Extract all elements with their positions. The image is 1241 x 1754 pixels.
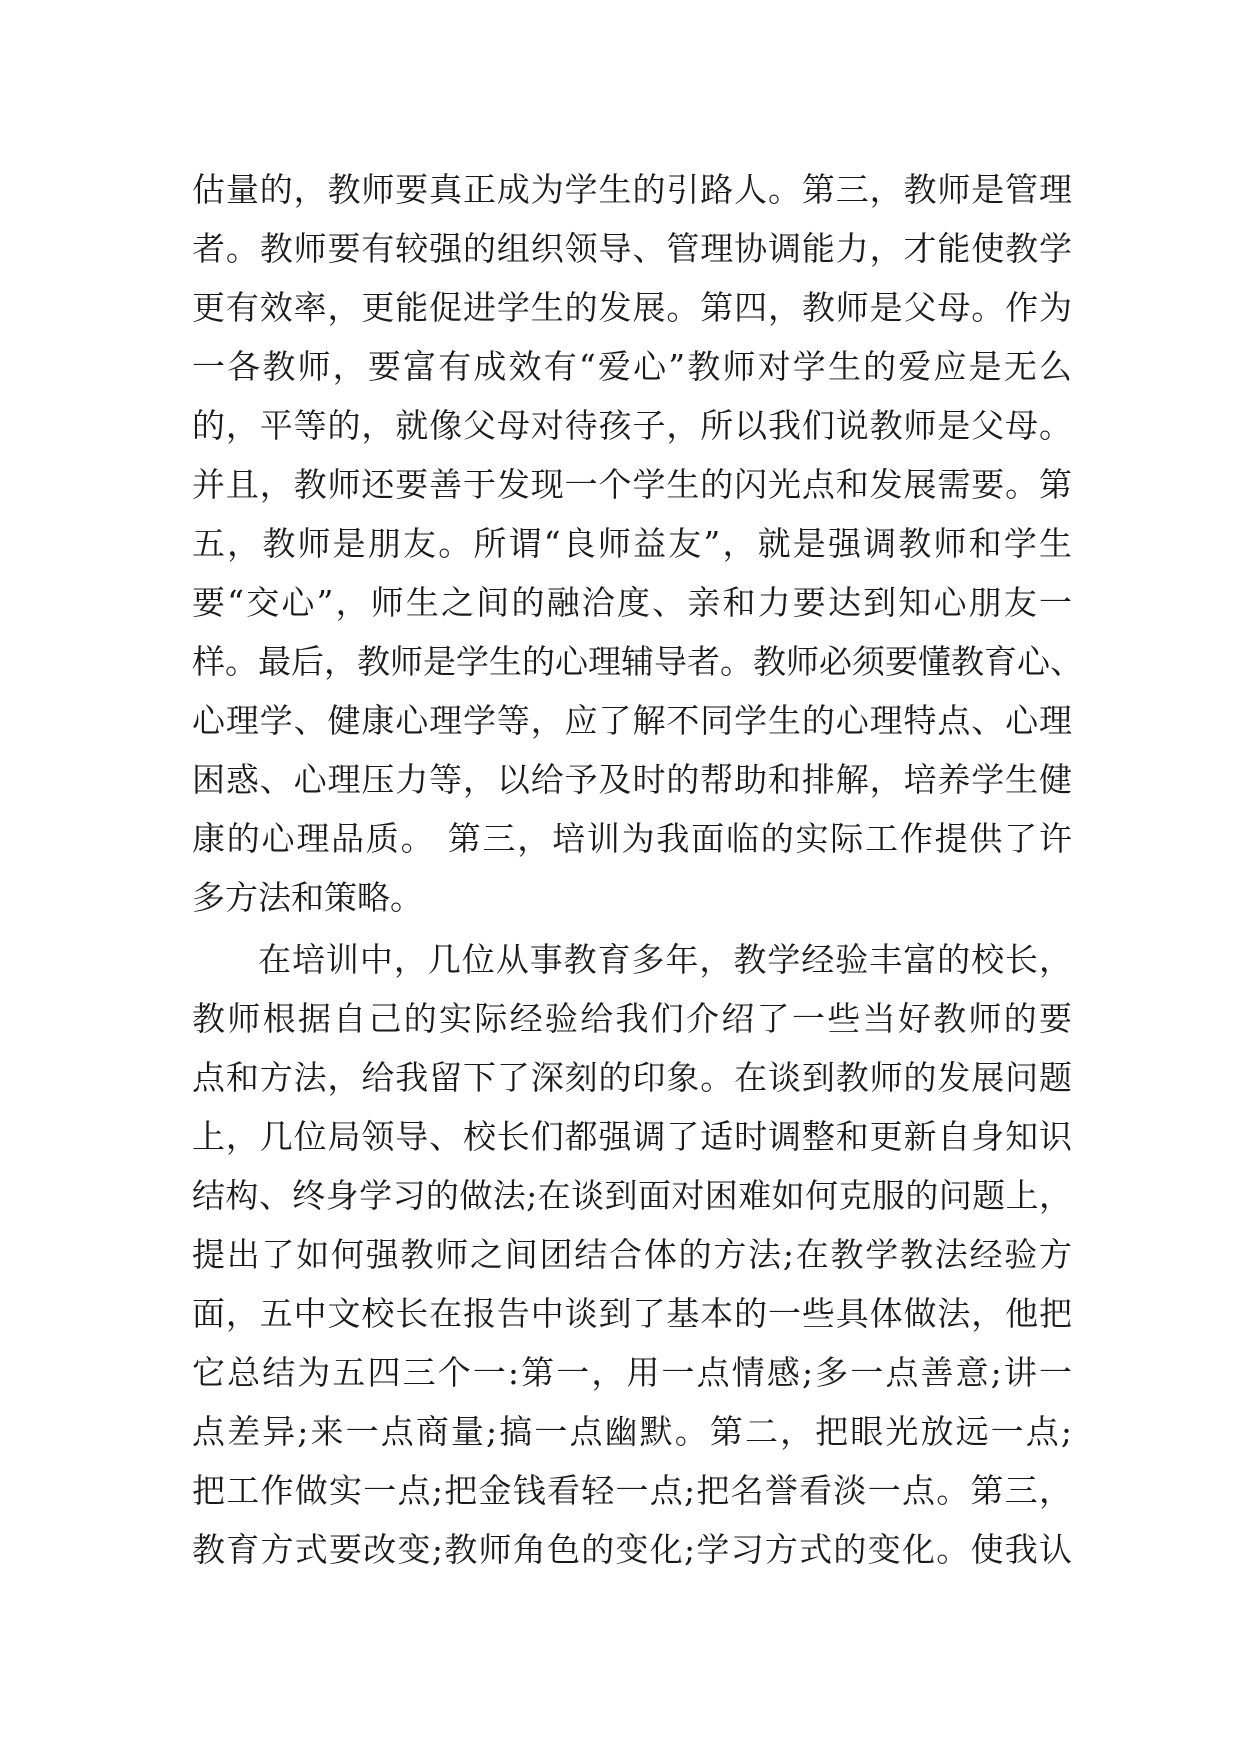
text-line: 要“交心”，师生之间的融洽度、亲和力要达到知心朋友一 bbox=[192, 583, 1072, 622]
text-line: 更有效率，更能促进学生的发展。第四，教师是父母。作为 bbox=[192, 288, 1072, 327]
text-line: 五，教师是朋友。所谓“良师益友”，就是强调教师和学生 bbox=[192, 524, 1072, 563]
text-line: 在培训中，几位从事教育多年，教学经验丰富的校长， bbox=[258, 940, 1072, 979]
text-line: 估量的，教师要真正成为学生的引路人。第三，教师是管理 bbox=[192, 170, 1072, 209]
text-line: 它总结为五四三个一:第一，用一点情感;多一点善意;讲一 bbox=[192, 1353, 1072, 1392]
text-line: 结构、终身学习的做法;在谈到面对困难如何克服的问题上， bbox=[192, 1176, 1072, 1215]
text-line: 一各教师，要富有成效有“爱心”教师对学生的爱应是无么 bbox=[192, 347, 1072, 386]
text-line: 教育方式要改变;教师角色的变化;学习方式的变化。使我认 bbox=[192, 1530, 1072, 1569]
text-line: 把工作做实一点;把金钱看轻一点;把名誉看淡一点。第三， bbox=[192, 1471, 1072, 1510]
text-line: 教师根据自己的实际经验给我们介绍了一些当好教师的要 bbox=[192, 999, 1072, 1038]
text-line: 上，几位局领导、校长们都强调了适时调整和更新自身知识 bbox=[192, 1117, 1072, 1156]
text-line: 的，平等的，就像父母对待孩子，所以我们说教师是父母。 bbox=[192, 406, 1072, 445]
text-line: 面，五中文校长在报告中谈到了基本的一些具体做法，他把 bbox=[192, 1294, 1072, 1333]
body-text bbox=[192, 160, 1083, 1579]
text-line: 困惑、心理压力等，以给予及时的帮助和排解，培养学生健 bbox=[192, 760, 1072, 799]
text-line: 心理学、健康心理学等，应了解不同学生的心理特点、心理 bbox=[192, 701, 1072, 740]
text-line: 并且，教师还要善于发现一个学生的闪光点和发展需要。第 bbox=[192, 465, 1072, 504]
text-line: 点差异;来一点商量;搞一点幽默。第二，把眼光放远一点; bbox=[192, 1412, 1072, 1451]
paragraph-1 bbox=[192, 160, 1083, 927]
text-line: 提出了如何强教师之间团结合体的方法;在教学教法经验方 bbox=[192, 1235, 1072, 1274]
text-line: 样。最后，教师是学生的心理辅导者。教师必须要懂教育心、 bbox=[192, 642, 1083, 681]
paragraph-2 bbox=[192, 930, 1072, 1579]
text-line: 康的心理品质。 第三，培训为我面临的实际工作提供了许 bbox=[192, 819, 1072, 858]
text-line: 点和方法，给我留下了深刻的印象。在谈到教师的发展问题 bbox=[192, 1058, 1072, 1097]
text-line: 者。教师要有较强的组织领导、管理协调能力，才能使教学 bbox=[192, 229, 1072, 268]
text-line: 多方法和策略。 bbox=[192, 878, 423, 917]
